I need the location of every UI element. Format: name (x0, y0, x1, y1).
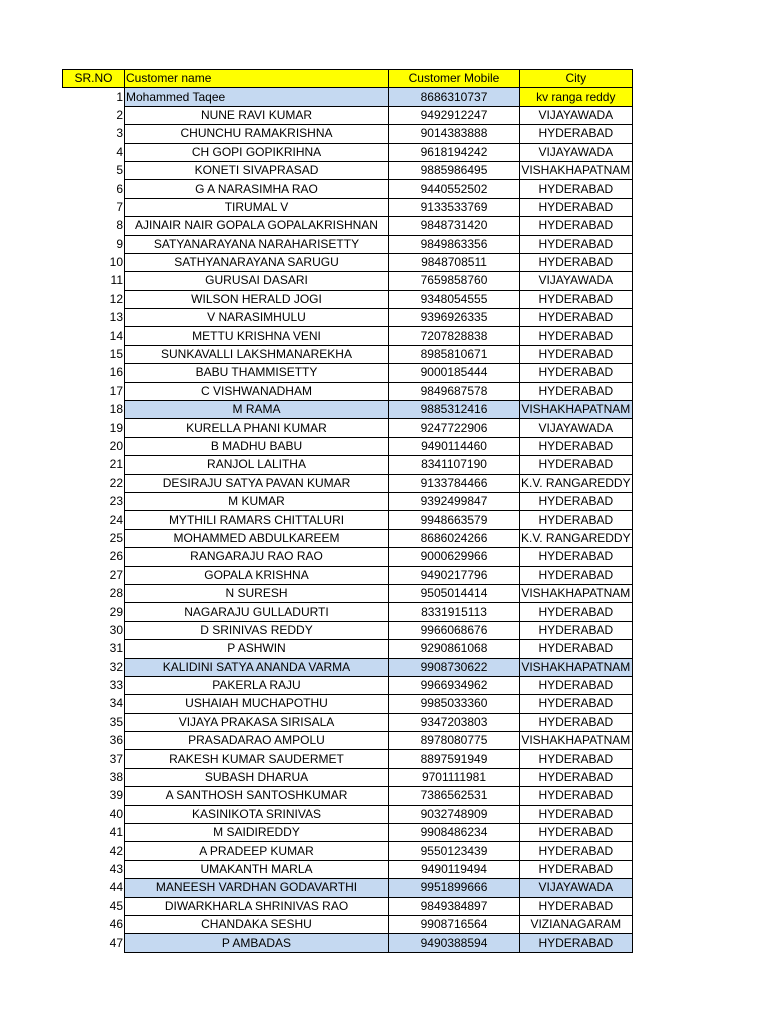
city-cell[interactable]: HYDERABAD (520, 253, 633, 271)
customer-name-cell[interactable]: N SURESH (125, 584, 389, 602)
customer-mobile-cell[interactable]: 9133784466 (389, 474, 520, 492)
customer-mobile-cell[interactable]: 9885986495 (389, 161, 520, 179)
sr-no-cell[interactable]: 23 (63, 492, 125, 510)
sr-no-cell[interactable]: 22 (63, 474, 125, 492)
table-row (63, 732, 633, 750)
customer-name-cell[interactable]: DESIRAJU SATYA PAVAN KUMAR (125, 474, 389, 492)
customer-name-cell[interactable]: RANJOL LALITHA (125, 456, 389, 474)
customer-mobile-cell[interactable]: 8978080775 (389, 732, 520, 750)
customer-mobile-cell[interactable]: 9849863356 (389, 235, 520, 253)
city-cell[interactable]: HYDERABAD (520, 566, 633, 584)
city-cell[interactable]: HYDERABAD (520, 456, 633, 474)
table-row (63, 456, 633, 474)
city-cell[interactable]: VIJAYAWADA (520, 106, 633, 124)
customer-mobile-cell[interactable]: 9985033360 (389, 695, 520, 713)
table-row (63, 860, 633, 878)
customer-name-cell[interactable]: M RAMA (125, 401, 389, 419)
sr-no-cell[interactable]: 8 (63, 217, 125, 235)
sr-no-cell[interactable]: 24 (63, 511, 125, 529)
customer-name-cell[interactable]: PRASADARAO AMPOLU (125, 732, 389, 750)
header-city[interactable]: City (520, 70, 633, 88)
customer-mobile-cell[interactable]: 9848731420 (389, 217, 520, 235)
sr-no-cell[interactable]: 37 (63, 750, 125, 768)
table-row (63, 676, 633, 694)
customer-mobile-cell[interactable]: 9492912247 (389, 106, 520, 124)
sr-no-cell[interactable]: 30 (63, 621, 125, 639)
customer-mobile-cell[interactable]: 9849687578 (389, 382, 520, 400)
city-cell[interactable]: VIJAYAWADA (520, 272, 633, 290)
table-row (63, 492, 633, 510)
customer-name-cell[interactable]: UMAKANTH MARLA (125, 860, 389, 878)
sr-no-cell[interactable]: 45 (63, 897, 125, 915)
customer-mobile-cell[interactable]: 9550123439 (389, 842, 520, 860)
city-cell[interactable]: kv ranga reddy (520, 88, 633, 106)
sr-no-cell[interactable]: 11 (63, 272, 125, 290)
table-row (63, 125, 633, 143)
customer-mobile-cell[interactable]: 9000185444 (389, 364, 520, 382)
sr-no-cell[interactable]: 1 (63, 88, 125, 106)
customer-mobile-cell[interactable]: 9908486234 (389, 824, 520, 842)
customer-mobile-cell[interactable]: 9247722906 (389, 419, 520, 437)
sr-no-cell[interactable]: 13 (63, 309, 125, 327)
customer-name-cell[interactable]: MANEESH VARDHAN GODAVARTHI (125, 879, 389, 897)
customer-name-cell[interactable]: RANGARAJU RAO RAO (125, 548, 389, 566)
sr-no-cell[interactable]: 12 (63, 290, 125, 308)
customer-mobile-cell[interactable]: 9032748909 (389, 805, 520, 823)
customer-name-cell[interactable]: SATYANARAYANA NARAHARISETTY (125, 235, 389, 253)
table-row (63, 180, 633, 198)
sr-no-cell[interactable]: 46 (63, 915, 125, 933)
customer-name-cell[interactable]: GOPALA KRISHNA (125, 566, 389, 584)
city-cell[interactable]: HYDERABAD (520, 309, 633, 327)
table-row (63, 382, 633, 400)
table-row (63, 88, 633, 106)
city-cell[interactable]: HYDERABAD (520, 345, 633, 363)
header-sr-no[interactable]: SR.NO (63, 70, 125, 88)
customer-mobile-cell[interactable]: 7207828838 (389, 327, 520, 345)
customer-mobile-cell[interactable]: 9440552502 (389, 180, 520, 198)
header-row (63, 70, 633, 88)
sr-no-cell[interactable]: 14 (63, 327, 125, 345)
sr-no-cell[interactable]: 36 (63, 732, 125, 750)
customer-mobile-cell[interactable]: 9014383888 (389, 125, 520, 143)
customer-name-cell[interactable]: M SAIDIREDDY (125, 824, 389, 842)
sr-no-cell[interactable]: 3 (63, 125, 125, 143)
table-row (63, 511, 633, 529)
table-row (63, 106, 633, 124)
customer-name-cell[interactable]: P ASHWIN (125, 640, 389, 658)
customer-mobile-cell[interactable]: 9490114460 (389, 437, 520, 455)
customer-mobile-cell[interactable]: 9966068676 (389, 621, 520, 639)
customer-name-cell[interactable]: AJINAIR NAIR GOPALA GOPALAKRISHNAN (125, 217, 389, 235)
customer-name-cell[interactable]: Mohammed Taqee (125, 88, 389, 106)
sr-no-cell[interactable]: 19 (63, 419, 125, 437)
table-row (63, 934, 633, 952)
customer-mobile-cell[interactable]: 9133533769 (389, 198, 520, 216)
customer-mobile-cell[interactable]: 8341107190 (389, 456, 520, 474)
table-row (63, 787, 633, 805)
customer-mobile-cell[interactable]: 9948663579 (389, 511, 520, 529)
customer-mobile-cell[interactable]: 9618194242 (389, 143, 520, 161)
customer-name-cell[interactable]: MYTHILI RAMARS CHITTALURI (125, 511, 389, 529)
customer-name-cell[interactable]: GURUSAI DASARI (125, 272, 389, 290)
sr-no-cell[interactable]: 5 (63, 161, 125, 179)
customer-mobile-cell[interactable]: 7659858760 (389, 272, 520, 290)
customer-mobile-cell[interactable]: 9392499847 (389, 492, 520, 510)
customer-mobile-cell[interactable]: 8686310737 (389, 88, 520, 106)
customer-name-cell[interactable]: CH GOPI GOPIKRIHNA (125, 143, 389, 161)
customer-mobile-cell[interactable]: 7386562531 (389, 787, 520, 805)
customer-name-cell[interactable]: USHAIAH MUCHAPOTHU (125, 695, 389, 713)
table-row (63, 915, 633, 933)
customer-name-cell[interactable]: NUNE RAVI KUMAR (125, 106, 389, 124)
table-row (63, 603, 633, 621)
customer-name-cell[interactable]: A SANTHOSH SANTOSHKUMAR (125, 787, 389, 805)
customer-name-cell[interactable]: TIRUMAL V (125, 198, 389, 216)
sr-no-cell[interactable]: 40 (63, 805, 125, 823)
table-row (63, 529, 633, 547)
customer-mobile-cell[interactable]: 8686024266 (389, 529, 520, 547)
customer-name-cell[interactable]: PAKERLA RAJU (125, 676, 389, 694)
customer-mobile-cell[interactable]: 9396926335 (389, 309, 520, 327)
customer-name-cell[interactable]: RAKESH KUMAR SAUDERMET (125, 750, 389, 768)
table-row (63, 566, 633, 584)
city-cell[interactable]: HYDERABAD (520, 198, 633, 216)
customer-name-cell[interactable]: KONETI SIVAPRASAD (125, 161, 389, 179)
customer-mobile-cell[interactable]: 9290861068 (389, 640, 520, 658)
customer-mobile-cell[interactable]: 9490119494 (389, 860, 520, 878)
customer-mobile-cell[interactable]: 9701111981 (389, 768, 520, 786)
table-row (63, 695, 633, 713)
city-cell[interactable]: HYDERABAD (520, 235, 633, 253)
table-row (63, 713, 633, 731)
city-cell[interactable]: HYDERABAD (520, 824, 633, 842)
table-row (63, 364, 633, 382)
city-cell[interactable]: HYDERABAD (520, 437, 633, 455)
customer-name-cell[interactable]: A PRADEEP KUMAR (125, 842, 389, 860)
city-cell[interactable]: VISHAKHAPATNAM (520, 401, 633, 419)
table-row (63, 750, 633, 768)
customer-name-cell[interactable]: B MADHU BABU (125, 437, 389, 455)
sr-no-cell[interactable]: 25 (63, 529, 125, 547)
table-row (63, 419, 633, 437)
sr-no-cell[interactable]: 35 (63, 713, 125, 731)
customer-mobile-cell[interactable]: 8985810671 (389, 345, 520, 363)
customer-mobile-cell[interactable]: 9347203803 (389, 713, 520, 731)
customer-name-cell[interactable]: MOHAMMED ABDULKAREEM (125, 529, 389, 547)
sr-no-cell[interactable]: 7 (63, 198, 125, 216)
table-row (63, 640, 633, 658)
city-cell[interactable]: HYDERABAD (520, 768, 633, 786)
table-row (63, 842, 633, 860)
customer-name-cell[interactable]: G A NARASIMHA RAO (125, 180, 389, 198)
city-cell[interactable]: HYDERABAD (520, 750, 633, 768)
sr-no-cell[interactable]: 32 (63, 658, 125, 676)
sr-no-cell[interactable]: 10 (63, 253, 125, 271)
table-row (63, 879, 633, 897)
table-row (63, 548, 633, 566)
customer-mobile-cell[interactable]: 9505014414 (389, 584, 520, 602)
sr-no-cell[interactable]: 39 (63, 787, 125, 805)
city-cell[interactable]: HYDERABAD (520, 842, 633, 860)
customer-mobile-cell[interactable]: 9908730622 (389, 658, 520, 676)
customer-name-cell[interactable]: M KUMAR (125, 492, 389, 510)
city-cell[interactable]: HYDERABAD (520, 787, 633, 805)
sr-no-cell[interactable]: 2 (63, 106, 125, 124)
city-cell[interactable]: VISHAKHAPATNAM (520, 732, 633, 750)
header-customer-mobile[interactable]: Customer Mobile (389, 70, 520, 88)
customer-mobile-cell[interactable]: 9348054555 (389, 290, 520, 308)
city-cell[interactable]: HYDERABAD (520, 713, 633, 731)
sr-no-cell[interactable]: 28 (63, 584, 125, 602)
table-row (63, 235, 633, 253)
table-row (63, 272, 633, 290)
city-cell[interactable]: HYDERABAD (520, 603, 633, 621)
city-cell[interactable]: HYDERABAD (520, 676, 633, 694)
table-row (63, 897, 633, 915)
table-row (63, 161, 633, 179)
sr-no-cell[interactable]: 21 (63, 456, 125, 474)
table-row (63, 401, 633, 419)
customer-name-cell[interactable]: KURELLA PHANI KUMAR (125, 419, 389, 437)
city-cell[interactable]: HYDERABAD (520, 805, 633, 823)
city-cell[interactable]: VIJAYAWADA (520, 143, 633, 161)
city-cell[interactable]: K.V. RANGAREDDY (520, 474, 633, 492)
customer-name-cell[interactable]: SATHYANARAYANA SARUGU (125, 253, 389, 271)
sr-no-cell[interactable]: 47 (63, 934, 125, 952)
city-cell[interactable]: HYDERABAD (520, 695, 633, 713)
table-row (63, 290, 633, 308)
city-cell[interactable]: HYDERABAD (520, 382, 633, 400)
customer-name-cell[interactable]: METTU KRISHNA VENI (125, 327, 389, 345)
table-row (63, 198, 633, 216)
customer-table (62, 69, 633, 953)
table-row (63, 824, 633, 842)
sr-no-cell[interactable]: 16 (63, 364, 125, 382)
table-row (63, 309, 633, 327)
table-row (63, 143, 633, 161)
sr-no-cell[interactable]: 34 (63, 695, 125, 713)
table-row (63, 474, 633, 492)
table-row (63, 621, 633, 639)
sr-no-cell[interactable]: 42 (63, 842, 125, 860)
sr-no-cell[interactable]: 44 (63, 879, 125, 897)
customer-name-cell[interactable]: CHUNCHU RAMAKRISHNA (125, 125, 389, 143)
city-cell[interactable]: HYDERABAD (520, 621, 633, 639)
city-cell[interactable]: VIJAYAWADA (520, 879, 633, 897)
customer-mobile-cell[interactable]: 9490388594 (389, 934, 520, 952)
customer-name-cell[interactable]: NAGARAJU GULLADURTI (125, 603, 389, 621)
sr-no-cell[interactable]: 31 (63, 640, 125, 658)
customer-mobile-cell[interactable]: 9849384897 (389, 897, 520, 915)
sr-no-cell[interactable]: 15 (63, 345, 125, 363)
city-cell[interactable]: HYDERABAD (520, 217, 633, 235)
table-row (63, 253, 633, 271)
customer-mobile-cell[interactable]: 9885312416 (389, 401, 520, 419)
customer-name-cell[interactable]: KASINIKOTA SRINIVAS (125, 805, 389, 823)
table-row (63, 437, 633, 455)
customer-name-cell[interactable]: DIWARKHARLA SHRINIVAS RAO (125, 897, 389, 915)
sr-no-cell[interactable]: 41 (63, 824, 125, 842)
customer-mobile-cell[interactable]: 9000629966 (389, 548, 520, 566)
customer-name-cell[interactable]: SUBASH DHARUA (125, 768, 389, 786)
customer-name-cell[interactable]: BABU THAMMISETTY (125, 364, 389, 382)
customer-name-cell[interactable]: VIJAYA PRAKASA SIRISALA (125, 713, 389, 731)
city-cell[interactable]: HYDERABAD (520, 934, 633, 952)
customer-name-cell[interactable]: V NARASIMHULU (125, 309, 389, 327)
customer-name-cell[interactable]: P AMBADAS (125, 934, 389, 952)
city-cell[interactable]: HYDERABAD (520, 897, 633, 915)
customer-mobile-cell[interactable]: 9966934962 (389, 676, 520, 694)
table-row (63, 805, 633, 823)
sr-no-cell[interactable]: 20 (63, 437, 125, 455)
customer-mobile-cell[interactable]: 8331915113 (389, 603, 520, 621)
city-cell[interactable]: VIZIANAGARAM (520, 915, 633, 933)
city-cell[interactable]: VISHAKHAPATNAM (520, 584, 633, 602)
city-cell[interactable]: HYDERABAD (520, 860, 633, 878)
sr-no-cell[interactable]: 9 (63, 235, 125, 253)
sr-no-cell[interactable]: 26 (63, 548, 125, 566)
city-cell[interactable]: HYDERABAD (520, 327, 633, 345)
table-row (63, 327, 633, 345)
customer-name-cell[interactable]: SUNKAVALLI LAKSHMANAREKHA (125, 345, 389, 363)
city-cell[interactable]: VIJAYAWADA (520, 419, 633, 437)
city-cell[interactable]: HYDERABAD (520, 511, 633, 529)
sr-no-cell[interactable]: 6 (63, 180, 125, 198)
city-cell[interactable]: HYDERABAD (520, 548, 633, 566)
city-cell[interactable]: VISHAKHAPATNAM (520, 658, 633, 676)
city-cell[interactable]: HYDERABAD (520, 290, 633, 308)
customer-mobile-cell[interactable]: 9908716564 (389, 915, 520, 933)
table-row (63, 584, 633, 602)
customer-name-cell[interactable]: D SRINIVAS REDDY (125, 621, 389, 639)
sr-no-cell[interactable]: 27 (63, 566, 125, 584)
customer-name-cell[interactable]: KALIDINI SATYA ANANDA VARMA (125, 658, 389, 676)
customer-name-cell[interactable]: C VISHWANADHAM (125, 382, 389, 400)
table-row (63, 217, 633, 235)
table-body (63, 88, 633, 952)
customer-name-cell[interactable]: CHANDAKA SESHU (125, 915, 389, 933)
customer-mobile-cell[interactable]: 9848708511 (389, 253, 520, 271)
city-cell[interactable]: HYDERABAD (520, 125, 633, 143)
sr-no-cell[interactable]: 38 (63, 768, 125, 786)
sr-no-cell[interactable]: 43 (63, 860, 125, 878)
sr-no-cell[interactable]: 29 (63, 603, 125, 621)
sr-no-cell[interactable]: 17 (63, 382, 125, 400)
table-row (63, 345, 633, 363)
city-cell[interactable]: VISHAKHAPATNAM (520, 161, 633, 179)
customer-mobile-cell[interactable]: 9490217796 (389, 566, 520, 584)
customer-mobile-cell[interactable]: 8897591949 (389, 750, 520, 768)
sr-no-cell[interactable]: 18 (63, 401, 125, 419)
customer-name-cell[interactable]: WILSON HERALD JOGI (125, 290, 389, 308)
sr-no-cell[interactable]: 4 (63, 143, 125, 161)
table-row (63, 768, 633, 786)
customer-mobile-cell[interactable]: 9951899666 (389, 879, 520, 897)
city-cell[interactable]: HYDERABAD (520, 180, 633, 198)
city-cell[interactable]: HYDERABAD (520, 492, 633, 510)
city-cell[interactable]: HYDERABAD (520, 364, 633, 382)
sr-no-cell[interactable]: 33 (63, 676, 125, 694)
header-customer-name[interactable]: Customer name (125, 70, 389, 88)
city-cell[interactable]: HYDERABAD (520, 640, 633, 658)
city-cell[interactable]: K.V. RANGAREDDY (520, 529, 633, 547)
table-row (63, 658, 633, 676)
